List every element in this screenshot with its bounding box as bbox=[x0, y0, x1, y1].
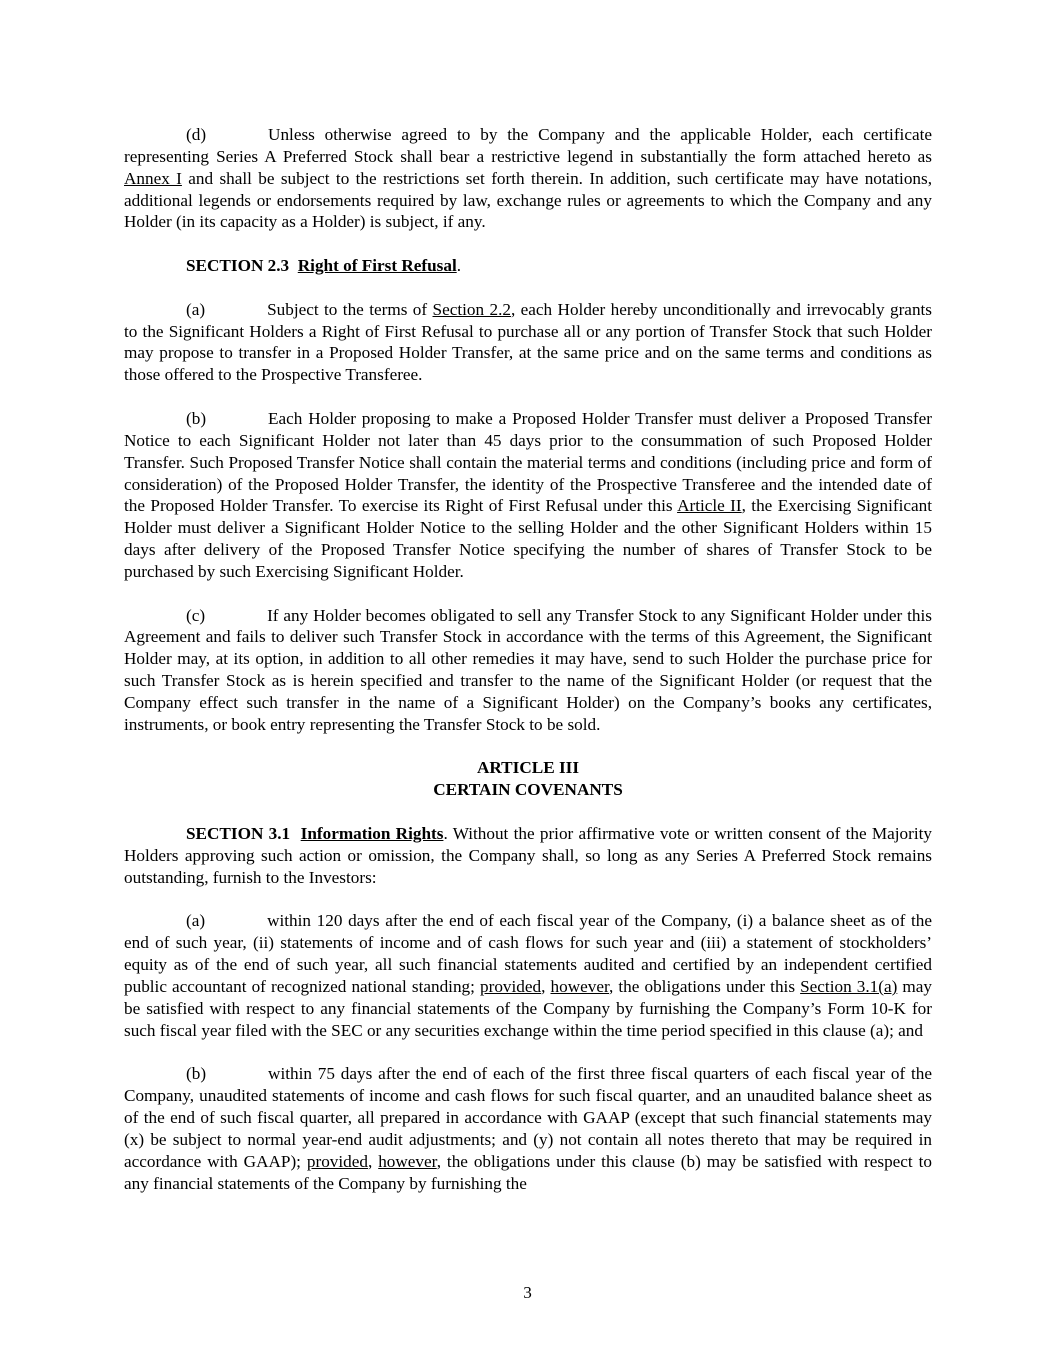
paragraph-text: Subject to the terms of bbox=[267, 299, 433, 319]
paragraph-2-3-c bbox=[124, 605, 932, 736]
article-iii-number: ARTICLE III bbox=[476, 758, 580, 778]
punctuation: , bbox=[367, 1151, 379, 1171]
clause-label: (a) bbox=[186, 299, 206, 319]
paragraph-text: Unless otherwise agreed to by the Company and the applicable Holder, each certificate representing Series A Preferred Stock shall bear a restrictive legend in substantially the form attached hereto as bbox=[124, 125, 932, 166]
clause-label: (b) bbox=[186, 1064, 207, 1084]
paragraph-text: may be satisfied with respect to any financial statements of the Company by furnishing the Company’s Form 10-K for such fiscal year filed with the SEC or any securities exchange within the time period specified in this clause (a); and bbox=[124, 976, 932, 1040]
clause-label: (c) bbox=[186, 605, 206, 625]
paragraph-2-3-b bbox=[124, 408, 932, 583]
section-3-1-a-reference: Section 3.1(a) bbox=[800, 976, 898, 996]
paragraph-2-2-d bbox=[124, 124, 932, 233]
section-2-3-heading bbox=[124, 255, 932, 277]
document-page bbox=[124, 124, 932, 1194]
provided-term: provided bbox=[306, 1151, 368, 1171]
paragraph-text: If any Holder becomes obligated to sell any Transfer Stock to any Significant Holder under this Agreement and fails to deliver such Transfer Stock in accordance with the terms of this Agreement, the Significant Holder may, at its option, in addition to all other remedies it may have, send to such Holder the purchase price for such Transfer Stock as is herein specified and transfer to the name of the Significant Holder (or request that the Company effect such transfer in the name of a Significant Holder) on the Company’s books any certificates, instruments, or book entry representing the Transfer Stock to be sold. bbox=[124, 605, 932, 734]
section-number: SECTION 3.1 bbox=[186, 824, 291, 843]
clause-label: (a) bbox=[186, 911, 206, 931]
paragraph-text: , the obligations under this clause (b) may be satisfied with respect to any financial statements of the Company by furnishing the bbox=[124, 1151, 932, 1193]
section-2-2-reference: Section 2.2 bbox=[432, 299, 511, 319]
section-period: . bbox=[456, 256, 462, 276]
paragraph-text: . Without the prior affirmative vote or written consent of the Majority Holders approving such action or omission, the Company shall, so long as any Series A Preferred Stock remains outstanding, furnish to the Investors: bbox=[124, 824, 932, 887]
clause-label: (d) bbox=[186, 125, 207, 144]
paragraph-text: , each Holder hereby unconditionally and irrevocably grants to the Significant Holders a Right of First Refusal to purchase all or any portion of Transfer Stock that such Holder may propose to transfer in a Proposed Holder Transfer, at the same price and on the same terms and conditions as those offered to the Prospective Transferee. bbox=[124, 299, 932, 385]
paragraph-3-1-b bbox=[124, 1063, 932, 1194]
paragraph-text: and shall be subject to the restrictions set forth therein. In addition, such certificate may have notations, additional legends or endorsements required by law, exchange rules or agreements to which the Company and any Holder (in its capacity as a Holder) is subject, if any. bbox=[124, 168, 933, 232]
section-number: SECTION 2.3 bbox=[186, 256, 290, 276]
paragraph-2-3-a bbox=[124, 299, 932, 386]
section-title: Right of First Refusal bbox=[297, 256, 457, 276]
paragraph-3-1 bbox=[124, 823, 932, 889]
paragraph-text: within 75 days after the end of each of the first three fiscal quarters of each fiscal year of the Company, unaudited statements of income and cash flows for such fiscal quarter, and an unaudited balance sheet as of the end of such fiscal quarter, all prepared in accordance with GAAP (except that such financial statements may (x) be subject to normal year-end audit adjustments; and (y) not contain all notes thereto that may be required in accordance with GAAP); bbox=[124, 1064, 932, 1171]
annex-i-reference: Annex I bbox=[124, 168, 182, 188]
section-title: Information Rights bbox=[300, 824, 444, 843]
paragraph-3-1-a bbox=[124, 910, 932, 1041]
punctuation: , bbox=[541, 976, 551, 996]
however-term: however bbox=[550, 976, 610, 996]
provided-term: provided bbox=[480, 976, 542, 996]
paragraph-text: , the obligations under this bbox=[609, 976, 801, 996]
however-term: however bbox=[378, 1151, 437, 1171]
article-ii-reference: Article II bbox=[677, 496, 742, 516]
paragraph-text: within 120 days after the end of each fiscal year of the Company, (i) a balance sheet as of the end of such year, (ii) statements of income and of cash flows for such year and (iii) a statement of stockholders’ equity as of the end of such year, all such financial statements audited and certified by an independent certified public accountant of recognized national standing; bbox=[124, 911, 932, 996]
clause-label: (b) bbox=[186, 408, 207, 428]
paragraph-text: Each Holder proposing to make a Proposed Holder Transfer must deliver a Proposed Transfer Notice to each Significant Holder not later than 45 days prior to the consummation of such Proposed Holder Transfer. Such Proposed Transfer Notice shall contain the material terms and conditions (including price and form of consideration) of the Proposed Holder Transfer, the identity of the Prospective Transferee and the intended date of the Proposed Holder Transfer. To exercise its Right of First Refusal under this bbox=[124, 408, 932, 516]
article-iii-title: CERTAIN COVENANTS bbox=[433, 780, 623, 800]
page-number: 3 bbox=[523, 1283, 532, 1302]
paragraph-text: , the Exercising Significant Holder must deliver a Significant Holder Notice to the selling Holder and the other Significant Holders within 15 days after delivery of the Proposed Transfer Notice specifying the number of shares of Transfer Stock to be purchased by such Exercising Significant Holder. bbox=[124, 496, 933, 581]
